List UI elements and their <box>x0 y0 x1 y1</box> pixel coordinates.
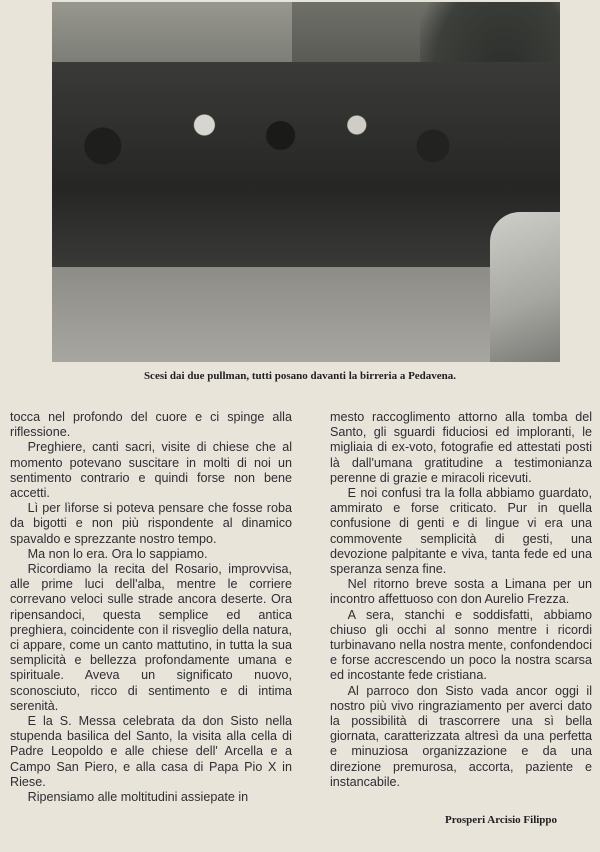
paragraph: Ma non lo era. Ora lo sappiamo. <box>27 546 208 561</box>
paragraph: Preghiere, canti sacri, visite di chiese che al momento potevano suscitare in molti di noi un sentimento contrario e quindi forse non bene accetti. <box>10 440 292 501</box>
paragraph: A sera, stanchi e soddisfatti, abbiamo chiuso gli occhi al sonno mentre i ricordi turbinavano nella nostra mente, confondendoci e forse accrescendo un poco la nostra scarsa ed incostante fede cristiana. <box>330 607 592 683</box>
paragraph: Ricordiamo la recita del Rosario, improvvisa, alle prime luci dell'alba, mentre le corriere correvano veloci sulle strade ancora deserte. Ora ripensandoci, questa semplice ed antica preghiera, coincidente con il risveglio della natura, ci appare, come un canto mattutino, in tutta la sua semplicità e bellezza profondamente umana e spirituale. Aveva un significato nuovo, sconosciuto, ricco di sentimento e di intima serenità. <box>10 562 292 713</box>
group-photo <box>52 2 560 362</box>
paragraph: E la S. Messa celebrata da don Sisto nella stupenda basilica del Santo, la visita alla cella di Padre Leopoldo e alle chiese dell' Arcella e a Campo San Piero, e alla casa di Papa Pio X in Riese. <box>10 714 292 789</box>
paragraph: Lì per lìforse si poteva pensare che fosse roba da bigotti e non più rispondente al dinamico spavaldo e sprezzante nostro tempo. <box>10 501 292 546</box>
photo-caption: Scesi dai due pullman, tutti posano davanti la birreria a Pedavena. <box>143 370 457 382</box>
photo-ground <box>52 267 560 362</box>
author-signature: Prosperi Arcisio Filippo <box>445 814 558 826</box>
photo-car <box>490 212 560 362</box>
paragraph: Ripensiamo alle moltitudini assiepate in <box>27 790 249 805</box>
paragraph: Al parroco don Sisto vada ancor oggi il nostro più vivo ringraziamento per averci dato la possibilità di trascorrere una sì bella giornata, caratterizzata altresì da una perfetta e minuziosa organizzazione e da una direzione premurosa, accorta, paziente e instancabile. <box>330 683 592 789</box>
left-column <box>10 410 292 805</box>
photo-crowd <box>52 62 560 272</box>
paragraph: E noi confusi tra la folla abbiamo guardato, ammirato e forse criticato. Pur in quella confusione di genti e di lingue vi era una commovente semplicità di gesti, una devozione palpitante e viva, tanta fede ed una speranza senza fine. <box>330 486 592 577</box>
paragraph: mesto raccoglimento attorno alla tomba del Santo, gli sguardi fiduciosi ed imploranti, le migliaia di ex-voto, fotografie ed attestati posti là dall'umana gratitudine a testimonianza perenne di grazie e miracoli ricevuti. <box>330 410 592 485</box>
paragraph: tocca nel profondo del cuore e ci spinge alla riflessione. <box>10 410 292 440</box>
right-column <box>330 410 592 790</box>
paragraph: Nel ritorno breve sosta a Limana per un incontro affettuoso con don Aurelio Frezza. <box>330 577 592 607</box>
